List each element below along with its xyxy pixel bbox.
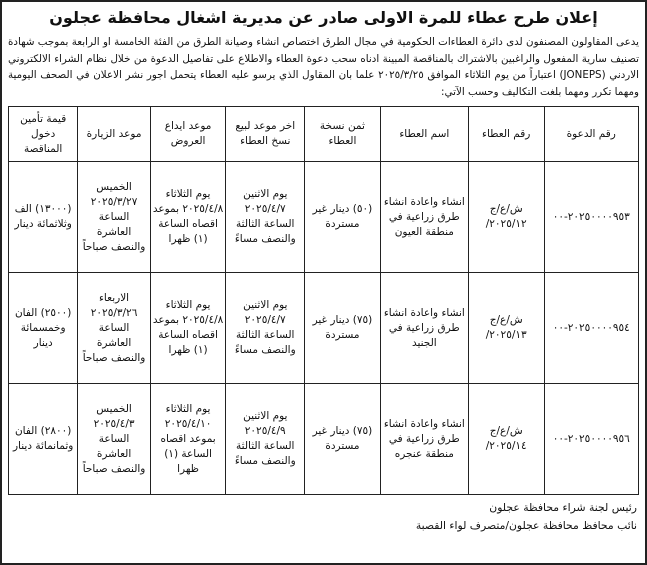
cell-visit: الخميس ٢٠٢٥/٤/٣ الساعة العاشرة والنصف صباحاً [78, 384, 150, 495]
header-insurance: قيمة تأمين دخول المناقصة [9, 107, 78, 162]
cell-insurance: (٢٨٠٠) الفان وثمانمائة دينار [9, 384, 78, 495]
header-last-sale: اخر موعد لبيع نسخ العطاء [226, 107, 305, 162]
table-row [9, 162, 639, 273]
cell-last-sale: يوم الاثنين ٢٠٢٥/٤/٧ الساعة الثالثة والنصف مساءً [226, 273, 305, 384]
cell-insurance: (٢٥٠٠) الفان وخمسمائة دينار [9, 273, 78, 384]
table-row [9, 384, 639, 495]
cell-last-sale: يوم الاثنين ٢٠٢٥/٤/٩ الساعة الثالثة والنصف مساءً [226, 384, 305, 495]
cell-tender-no: ش/ع/ج ٢٠٢٥/١٣/ [468, 273, 544, 384]
signature-block [8, 499, 639, 535]
cell-insurance: (١٣٠٠٠) الف وثلاثمائة دينار [9, 162, 78, 273]
cell-deposit: يوم الثلاثاء ٢٠٢٥/٤/١٠ بموعد اقصاه الساعة (١) ظهرا [150, 384, 226, 495]
header-tender-name: اسم العطاء [380, 107, 468, 162]
announcement-title: إعلان طرح عطاء للمرة الاولى صادر عن مديرية اشغال محافظة عجلون [49, 8, 598, 27]
tender-table [8, 106, 639, 495]
header-deposit: موعد ايداع العروض [150, 107, 226, 162]
cell-deposit: يوم الثلاثاء ٢٠٢٥/٤/٨ بموعد اقصاه الساعة (١) ظهرا [150, 162, 226, 273]
cell-visit: الخميس ٢٠٢٥/٣/٢٧ الساعة العاشرة والنصف صباحاً [78, 162, 150, 273]
cell-tender-name: انشاء واعادة انشاء طرق زراعية في منطقة العيون [380, 162, 468, 273]
header-tender-no: رقم العطاء [468, 107, 544, 162]
cell-tender-no: ش/ع/ج ٢٠٢٥/١٢/ [468, 162, 544, 273]
header-visit: موعد الزيارة [78, 107, 150, 162]
header-copy-price: ثمن نسخة العطاء [305, 107, 381, 162]
cell-last-sale: يوم الاثنين ٢٠٢٥/٤/٧ الساعة الثالثة والنصف مساءً [226, 162, 305, 273]
cell-tender-name: انشاء واعادة انشاء طرق زراعية في منطقة عنجره [380, 384, 468, 495]
cell-visit: الاربعاء ٢٠٢٥/٣/٢٦ الساعة العاشرة والنصف صباحاً [78, 273, 150, 384]
table-row [9, 273, 639, 384]
cell-invitation-no: ٢٠٢٥٠٠٠٠٩٥٦-٠٠ [544, 384, 639, 495]
cell-copy-price: (٥٠) دينار غير مستردة [305, 162, 381, 273]
signature-line-committee: رئيس لجنة شراء محافظة عجلون [489, 501, 637, 514]
cell-invitation-no: ٢٠٢٥٠٠٠٠٩٥٤-٠٠ [544, 273, 639, 384]
cell-tender-name: انشاء واعادة انشاء طرق زراعية في الجنيد [380, 273, 468, 384]
cell-deposit: يوم الثلاثاء ٢٠٢٥/٤/٨ بموعد اقصاه الساعة (١) ظهرا [150, 273, 226, 384]
table-header-row [9, 107, 639, 162]
cell-copy-price: (٧٥) دينار غير مستردة [305, 384, 381, 495]
header-invitation-no: رقم الدعوة [544, 107, 639, 162]
signature-line-deputy: نائب محافظ محافظة عجلون/متصرف لواء القصبة [415, 519, 637, 532]
cell-invitation-no: ٢٠٢٥٠٠٠٠٩٥٣-٠٠ [544, 162, 639, 273]
cell-copy-price: (٧٥) دينار غير مستردة [305, 273, 381, 384]
announcement-intro: يدعى المقاولون المصنفون لدى دائرة العطاءات الحكومية في مجال الطرق اختصاص انشاء وصيانة الطرق من الفئة الخامسة او الرابعة بموجب شهادة تصنيف سارية المفعول والراغبين بالاشتراك بالمناقصة المبينة ادناه سحب دعوة العطاء والاطلاع على تفاصيل الدعوة من خلال نظام الشراء الالكتروني الاردني (JONEPS) اعتباراً من يوم الثلاثاء الموافق ٢٠٢٥/٣/٢٥ علما بان المقاول الذي يرسو عليه العطاء يتحمل اجور نشر الاعلان في الصحف اليومية ومهما تكرر ومهما بلغت التكاليف وحسب الآتي: [8, 36, 639, 98]
cell-tender-no: ش/ع/ج ٢٠٢٥/١٤/ [468, 384, 544, 495]
